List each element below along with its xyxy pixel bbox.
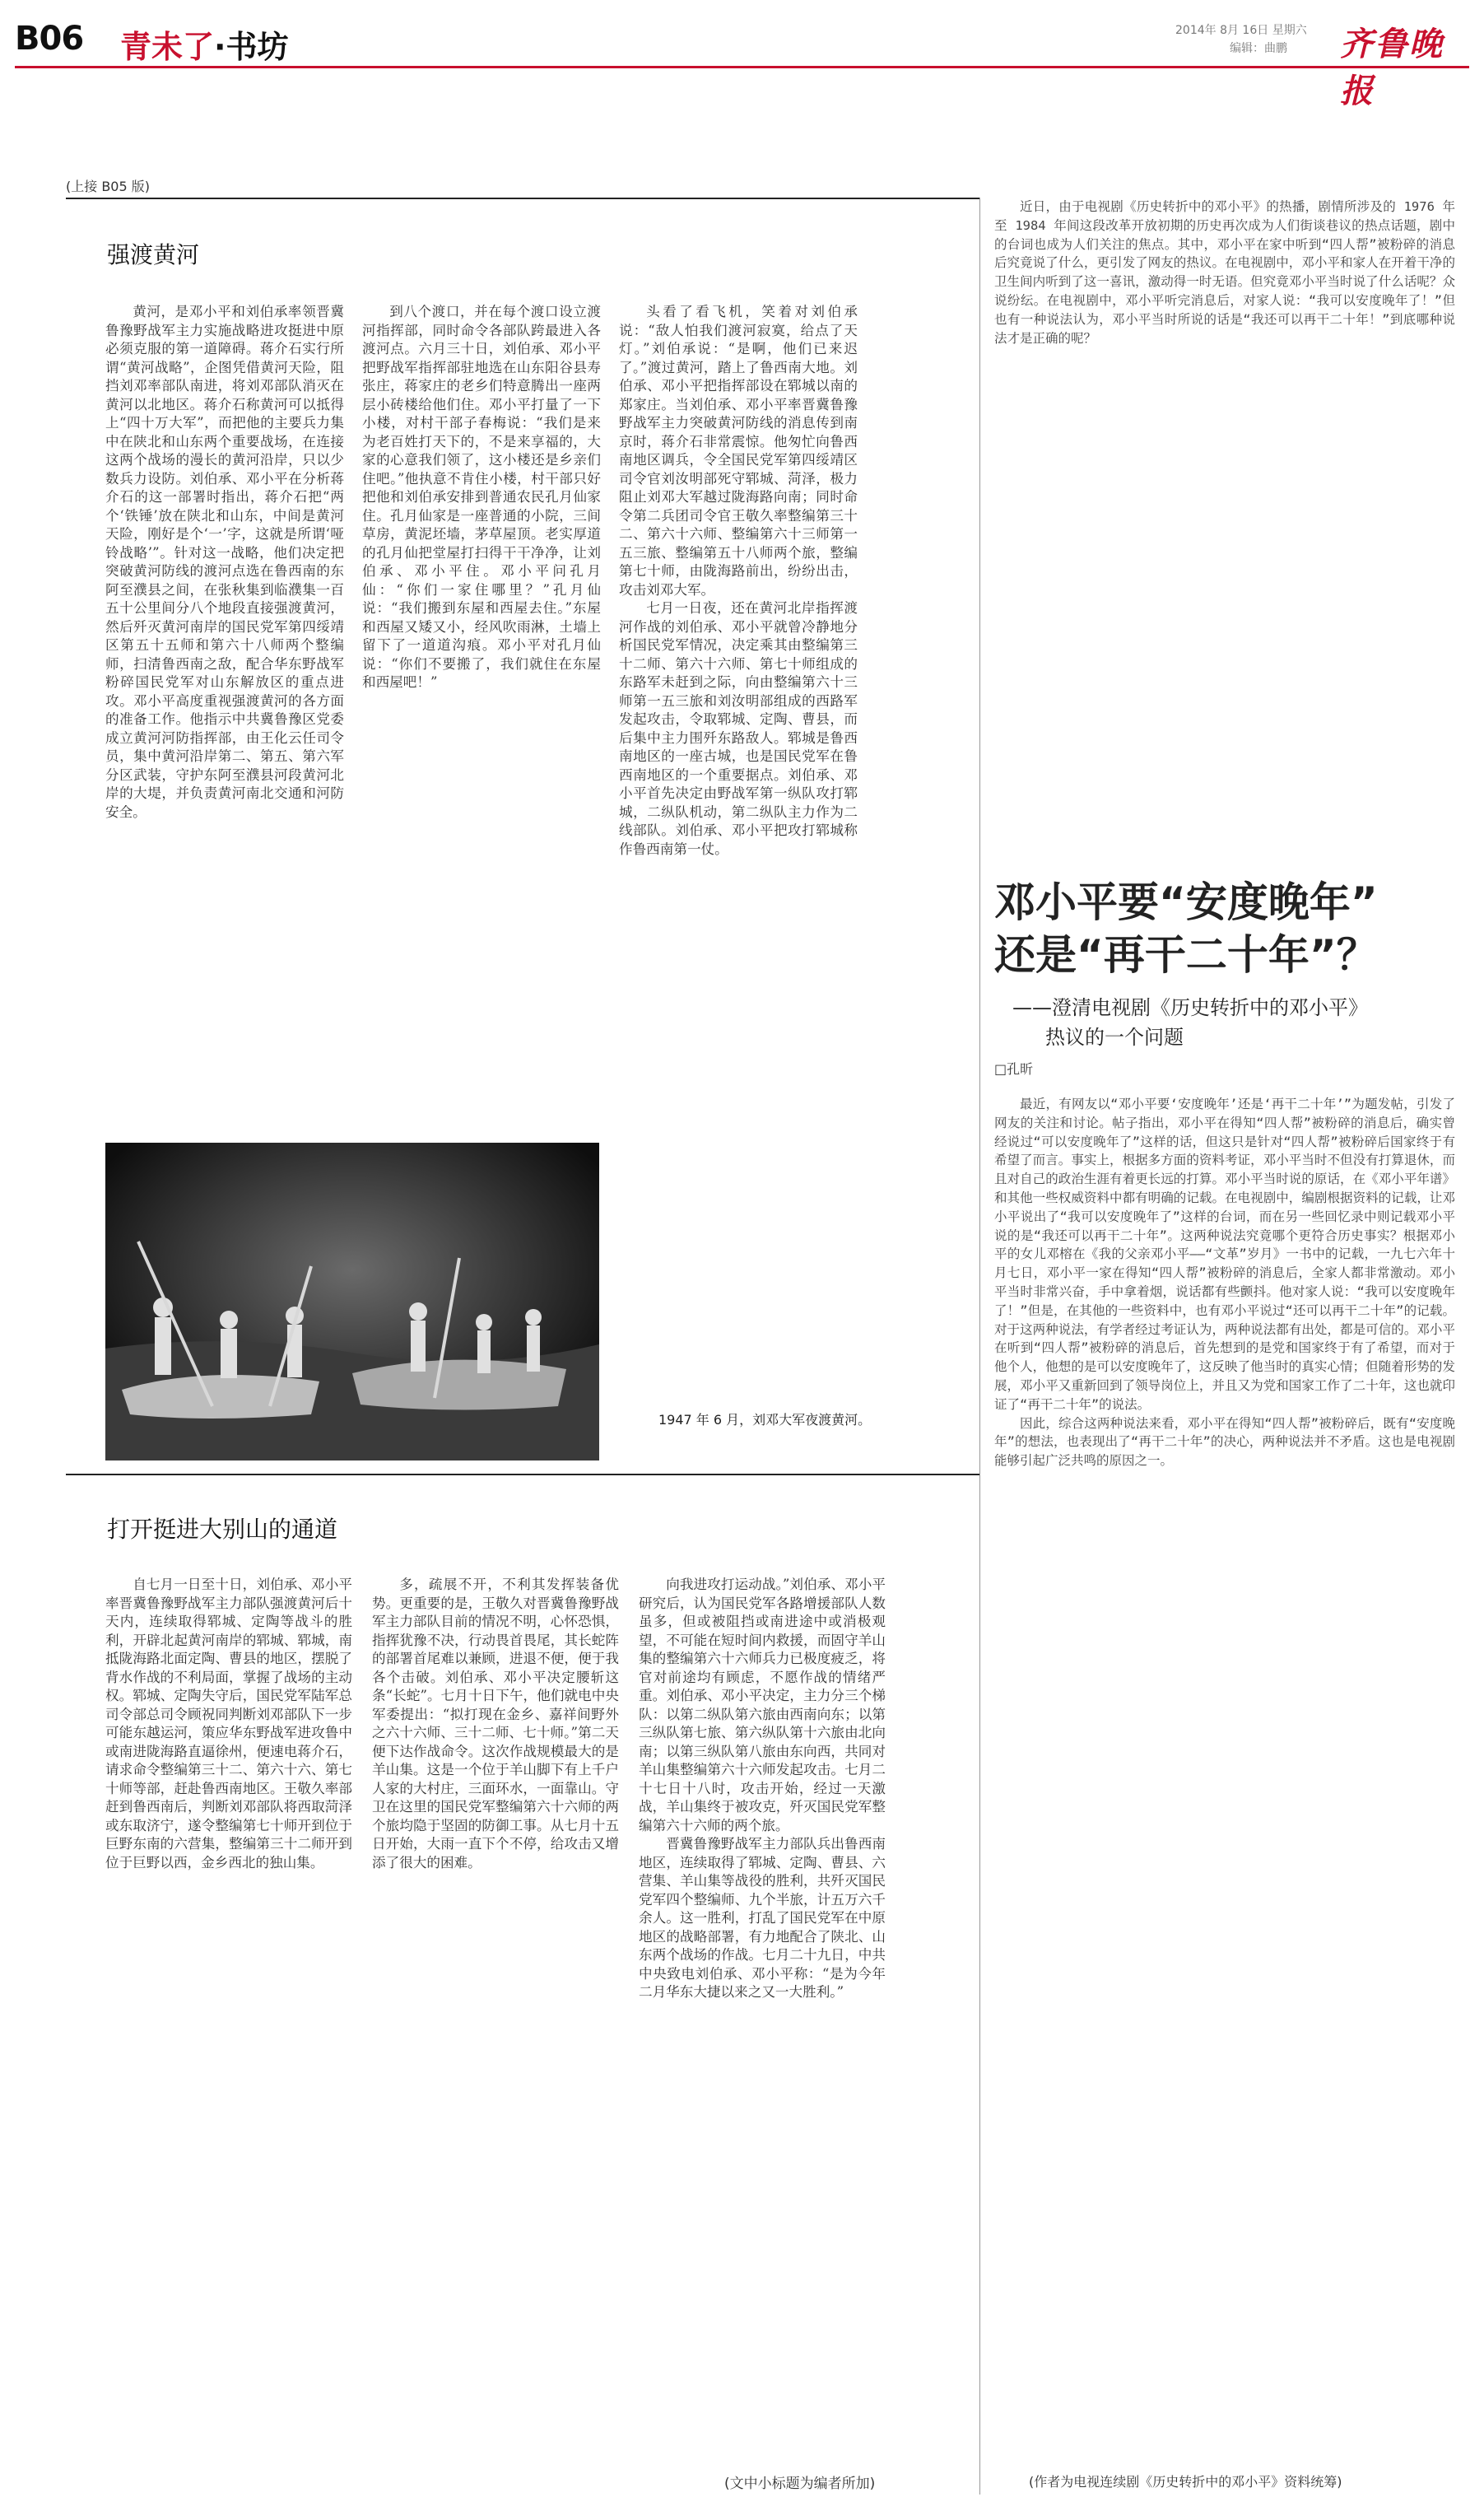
article2-heading: 打开挺进大别山的通道 [107,1516,338,1543]
article2-text-4: 晋冀鲁豫野战军主力部队兵出鲁西南地区，连续取得了郓城、定陶、曹县、六营集、羊山集等战役的胜利，共歼灭国民党军四个整编师、九个半旅，计五万六千余人。这一胜利，打乱了国民党军在中原地区的战略部署，有力地配合了陕北、山东两个战场的作战。七月二十九日，中共中央致电刘伯承、邓小平称：“是为今年二月华东大捷以来之又一大胜利。” [639,1836,886,2000]
section-divider [66,198,979,199]
article2-column-3 [639,1576,886,2465]
feature-body [994,1095,1455,2462]
article1-text-4: 七月一日夜，还在黄河北岸指挥渡河作战的刘伯承、邓小平就曾冷静地分析国民党军情况，决定乘其由整编第三十二师、第六十六师、第七十师组成的东路军未赶到之际，向由整编第六十三师第一五三旅和刘汝明部组成的西路军发起攻击，令取郓城、定陶、曹县，而后集中主力围歼东路敌人。郓城是鲁西南地区的一座古城，也是国民党军在鲁西南地区的一个重要据点。刘伯承、邓小平首先决定由野战军第一纵队攻打郓城，二纵队机动，第二纵队主力作为二线部队。刘伯承、邓小平把攻打郓城称作鲁西南第一仗。 [619,600,858,857]
article1-column-1 [105,303,344,1126]
article2-text-1: 自七月一日至十日，刘伯承、邓小平率晋冀鲁豫野战军主力部队强渡黄河后十天内，连续取得郓城、定陶等战斗的胜利，开辟北起黄河南岸的郓城、郓城，南抵陇海路北面定陶、曹县的地区，摆脱了背水作战的不利局面，掌握了战场的主动权。郓城、定陶失守后，国民党军陆军总司令部总司令顾祝同判断刘邓部队下一步可能东越运河，策应华东野战军进攻鲁中或南进陇海路直逼徐州，便速电蒋介石，请求命令整编第三十二、第六十六、第七十师等部，赶赴鲁西南地区。王敬久率部赶到鲁西南后，判断刘邓部队将西取菏泽或东取济宁，遂令整编第七十师开到位于巨野东南的六营集，整编第三十二师开到位于巨野以西，金乡西北的独山集。 [105,1577,352,1870]
article2-column-1 [105,1576,352,2490]
article2-text-3: 向我进攻打运动战。”刘伯承、邓小平研究后，认为国民党军各路增援部队人数虽多，但或被阻挡或南进途中或消极观望，不可能在短时间内救援，而固守羊山集的整编第六十六师兵力已极度疲乏，将官对前途均有顾虑，不愿作战的情绪严重。刘伯承、邓小平决定，主力分三个梯队：以第二纵队第六旅由西南向东；以第三纵队第七旅、第六纵队第十六旅由北向南；以第三纵队第八旅由东向西，共同对羊山集整编第六十六师发起攻击。七月二十七日十八时，攻击开始，经过一天激战，羊山集终于被攻克，歼灭国民党军整编第六十六师的两个旅。 [639,1577,886,1833]
column-divider [979,198,980,2495]
feature-body-text: 最近，有网友以“邓小平要‘安度晚年’还是‘再干二十年’”为题发帖，引发了网友的关注和讨论。帖子指出，邓小平在得知“四人帮”被粉碎的消息后，确实曾经说过“可以安度晚年了”这样的话，但这只是针对“四人帮”被粉碎后国家终于有希望了而言。事实上，根据多方面的资料考证，邓小平当时不但没有打算退休，而且对自己的政治生涯有着更长远的打算。邓小平当时说的原话，在《邓小平年谱》和其他一些权威资料中都有明确的记载。在电视剧中，编剧根据资料的记载，让邓小平说出了“我可以安度晚年了”这样的台词，而在另一些回忆录中则记载邓小平说的是“我还可以再干二十年”。这两种说法究竟哪个更符合历史事实？根据邓小平的女儿邓榕在《我的父亲邓小平——“文革”岁月》一书中的记载，一九七六年十月七日，邓小平一家在得知“四人帮”被粉碎的消息后，全家人都非常激动。邓小平当时非常兴奋，手中拿着烟，说话都有些颤抖。他对家人说：“我可以安度晚年了！”但是，在其他的一些资料中，也有邓小平说过“还可以再干二十年”的记载。对于这两种说法，有学者经过考证认为，两种说法都有出处，都是可信的。邓小平在听到“四人帮”被粉碎的消息后，首先想到的是党和国家终于有了希望，而对于他个人，他想的是可以安度晚年了，这反映了他当时的真实心情；但随着形势的发展，邓小平又重新回到了领导岗位上，并且又为党和国家工作了二十年，这也就印证了“再干二十年”的说法。 [994,1097,1455,1412]
feature-title-line-2: 还是“再干二十年”？ [994,931,1378,979]
photo-caption: 1947 年 6 月，刘邓大军夜渡黄河。 [658,1412,872,1428]
section-title [120,21,288,67]
author-byline: □孔昕 [994,1061,1034,1077]
feature-title-line-1: 邓小平要“安度晚年” [994,878,1378,926]
feature-intro [994,198,1455,856]
article1-text-1: 黄河，是邓小平和刘伯承率领晋冀鲁豫野战军主力实施战略进攻挺进中原必须克服的第一道障碍。蒋介石实行所谓“黄河战略”，企图凭借黄河天险，阻挡刘邓率部队南进，将刘邓部队消灭在黄河以北地区。蒋介石称黄河可以抵得上“四十万大军”，而把他的主要兵力集中在陕北和山东两个重要战场，在连接这两个战场的漫长的黄河沿岸，只以少数兵力设防。刘伯承、邓小平在分析蒋介石的这一部署时指出，蒋介石把“两个‘铁锤’放在陕北和山东，中间是黄河天险，刚好是个‘一’字，这就是所谓‘哑铃战略’”。针对这一战略，他们决定把突破黄河防线的渡河点选在鲁西南的东阿至濮县之间，在张秋集到临濮集一百五十公里间分八个地段直接强渡黄河，然后歼灭黄河南岸的国民党军第四绥靖区第五十五师和第六十八师两个整编师，扫清鲁西南之敌，配合华东野战军粉碎国民党军对山东解放区的重点进攻。邓小平高度重视强渡黄河的各方面的准备工作。他指示中共冀鲁豫区党委成立黄河河防指挥部，由王化云任司令员，集中黄河沿岸第二、第五、第六军分区武装，守护东阿至濮县河段黄河北岸的大堤，并负责黄河南北交通和河防安全。 [105,304,344,820]
section-divider-2 [66,1474,979,1475]
sub-section-name: 书坊 [226,29,289,65]
masthead-rule [15,66,1469,68]
feature-intro-text: 近日，由于电视剧《历史转折中的邓小平》的热播，剧情所涉及的 1976 年至 1984 年间这段改革开放初期的历史再次成为人们街谈巷议的热点话题，剧中的台词也成为人们关注的焦点。其中，邓小平在家中听到“四人帮”被粉碎的消息后究竟说了什么，更引发了网友的热议。在电视剧中，邓小平和家人在开着干净的卫生间内听到了这一喜讯，激动得一时无语。但究竟邓小平当时说了什么话呢？众说纷纭。在电视剧中，邓小平听完消息后，对家人说：“我可以安度晚年了！”但也有一种说法认为，邓小平当时所说的话是“我还可以再干二十年！”到底哪种说法才是正确的呢？ [994,199,1455,346]
article1-heading: 强渡黄河 [107,241,200,268]
article1-text-2: 到八个渡口，并在每个渡口设立渡河指挥部，同时命令各部队跨最进入各渡河点。六月三十日，刘伯承、邓小平把野战军指挥部驻地选在山东阳谷县寿张庄，蒋家庄的老乡们特意腾出一座两层小砖楼给他们住。邓小平打量了一下小楼，对村干部子春梅说：“我们是来为老百姓打天下的，不是来享福的，大家的心意我们领了，这小楼还是乡亲们住吧。”他执意不肯住小楼，村干部只好把他和刘伯承安排到普通农民孔月仙家住。孔月仙家是一座普通的小院，三间草房，黄泥坯墙，茅草屋顶。老实厚道的孔月仙把堂屋打扫得干干净净，让刘伯承、邓小平住。邓小平问孔月仙：“你们一家住哪里？”孔月仙说：“我们搬到东屋和西屋去住。”东屋和西屋又矮又小，经风吹雨淋，土墙上留下了一道道沟痕。邓小平对孔月仙说：“你们不要搬了，我们就住在东屋和西屋吧！” [362,304,601,690]
historic-photo [105,1143,599,1460]
issue-date: 2014年 8月 16日 星期六 [1175,24,1307,37]
article1-column-2 [362,303,601,1126]
article1-text-3: 头看了看飞机，笑着对刘伯承说：“敌人怕我们渡河寂寞，给点了天灯。”刘伯承说：“是啊，他们已来迟了。”渡过黄河，踏上了鲁西南大地。刘伯承、邓小平把指挥部设在郓城以南的郑家庄。当刘伯承、邓小平率晋冀鲁豫野战军主力突破黄河防线的消息传到南京时，蒋介石非常震惊。他匆忙向鲁西南地区调兵，令全国民党军第四绥靖区司令官刘汝明部死守郓城、菏泽，极力阻止刘邓大军越过陇海路向南；同时命令第二兵团司令官王敬久率整编第三十二、第六十六师、整编第六十三师第一五三旅、整编第五十八师两个旅，整编第七十师，由陇海路前出，纷纷出击，攻击刘邓大军。 [619,304,858,598]
section-dot: · [214,29,226,65]
editor-note: (文中小标题为编者所加) [724,2476,876,2492]
newspaper-logo: 齐鲁晚报 [1340,25,1444,110]
continued-from: (上接 B05 版) [66,179,150,194]
river-crossing-illustration [105,1143,599,1460]
feature-source-note: (作者为电视连续剧《历史转折中的邓小平》资料统筹) [1029,2474,1342,2490]
feature-closing-text: 因此，综合这两种说法来看，邓小平在得知“四人帮”被粉碎后，既有“安度晚年”的想法，也表现出了“再干二十年”的决心，两种说法并不矛盾。这也是电视剧能够引起广泛共鸣的原因之一。 [994,1415,1455,1469]
article1-column-3 [619,303,858,1390]
section-name: 青未了 [120,29,215,65]
feature-subtitle-line-2: 热议的一个问题 [1045,1026,1184,1049]
editor-credit: 编辑：曲鹏 [1230,42,1287,55]
feature-subtitle-line-1: ——澄清电视剧《历史转折中的邓小平》 [1012,996,1368,1019]
page-code: B06 [15,20,84,58]
article2-column-2 [372,1576,619,2490]
masthead [15,16,1469,110]
article2-text-2: 多，疏展不开，不利其发挥装备优势。更重要的是，王敬久对晋冀鲁豫野战军主力部队目前的情况不明，心怀恐惧，指挥犹豫不决，行动畏首畏尾，其长蛇阵的部署首尾难以兼顾，进退不便，便于我各个击破。刘伯承、邓小平决定腰斩这条“长蛇”。七月十日下午，他们就电中央军委提出：“拟打现在金乡、嘉祥间野外之六十六师、三十二师、七十师。”第二天便下达作战命令。这次作战规模最大的是羊山集。这是一个位于羊山脚下有上千户人家的大村庄，三面环水，一面靠山。守卫在这里的国民党军整编第六十六师的两个旅均隐于坚固的防御工事。从七月十五日开始，大雨一直下个不停，给攻击又增添了很大的困难。 [372,1577,619,1870]
